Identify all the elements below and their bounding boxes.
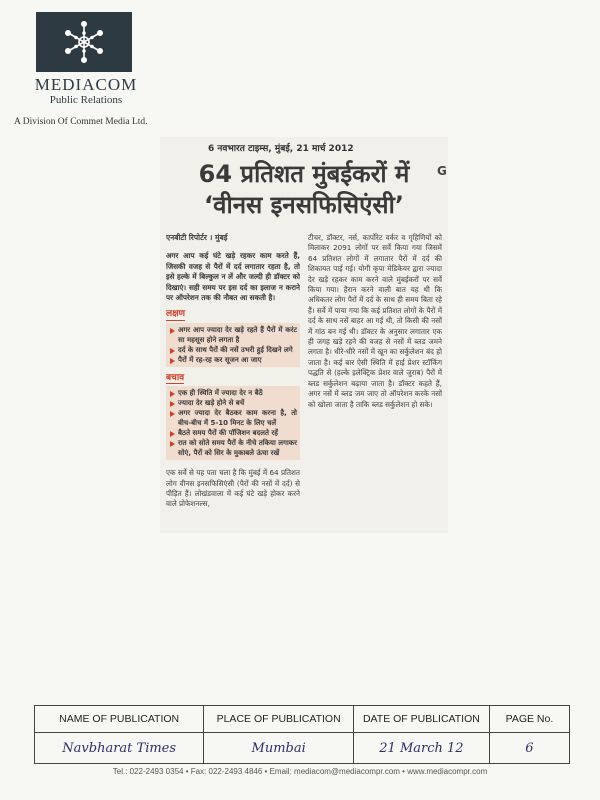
prevention-item: एक ही स्थिति में ज्यादा देर न बैठें — [169, 388, 297, 398]
dateline: 6 नवभारत टाइम्स, मुंबई, 21 मार्च 2012 — [208, 144, 354, 154]
symptom-item: दर्द के साथ पैरों की नसें उभरी हुई दिखने लगे — [169, 345, 297, 355]
headline-line-1: 64 प्रतिशत मुंबईकरों में — [198, 160, 410, 188]
mediacom-logo — [36, 12, 132, 72]
symptom-item: पैरों में रह-रह कर सूजन आ जाए — [169, 355, 297, 365]
lead-paragraph: अगर आप कई घंटे खड़े रहकर काम करते हैं, जिसकी वजह से पैरों में दर्द लगातार रहता है, तो इसे हल्के में बिल्कुल न लें और जल्दी ही डॉक्टर को दिखाएं। सही समय पर इस दर्द का इलाज न कराने पर ऑपरेशन तक की नौबत आ सकती है। — [166, 251, 300, 303]
margin-mark: G — [437, 164, 447, 178]
header-page-no: PAGE No. — [489, 706, 569, 733]
header-date-of-publication: DATE OF PUBLICATION — [353, 706, 489, 733]
contact-footer: Tel.: 022-2493 0354 • Fax: 022-2493 4846 • Email: mediacom@mediacompr.com • www.mediacompr.com — [112, 767, 488, 776]
prevention-item: बैठते समय पैरों की पॉजिशन बदलते रहें — [169, 428, 297, 438]
value-place-of-publication: Mumbai — [204, 733, 354, 764]
publication-details-table — [34, 705, 570, 764]
article-column-right — [308, 233, 442, 529]
table-value-row — [35, 733, 570, 764]
newspaper-clipping — [160, 137, 448, 533]
symptom-item: अगर आप ज्यादा देर खड़े रहते हैं पैरों में करंट सा महसूस होने लगता है — [169, 325, 297, 345]
symptoms-heading: लक्षण — [166, 309, 186, 320]
article-column-left — [166, 233, 300, 529]
symptoms-box — [166, 323, 300, 367]
brand-name: MEDIACOM — [34, 75, 138, 94]
value-name-of-publication: Navbharat Times — [35, 733, 204, 764]
prevention-heading: बचाव — [166, 372, 185, 383]
table-header-row — [35, 706, 570, 733]
prevention-item: ज्यादा देर खड़े होने से बचें — [169, 398, 297, 408]
survey-paragraph: एक सर्वे से यह पता चला है कि मुंबई में 64 प्रतिशत लोग वीनस इनसफिसिएंसी (पैरों की नसों में दर्द) से पीड़ित हैं। लोखंडवाला में कई घंटे खड़े होकर करने वाले प्रोफेशनल्स, — [166, 468, 300, 509]
brand-block — [16, 76, 156, 107]
headline-line-2: ‘वीनस इनसफिसिएंसी’ — [204, 191, 404, 219]
brand-subtitle: Public Relations — [49, 94, 123, 106]
survey-body: टीचर, डॉक्टर, नर्स, कार्पोरेट वर्कर व गृहिणियों को मिलाकर 2091 लोगों पर सर्वे किया गया जिसमें 64 प्रतिशत लोगों में लगातार पैरों में दर्द की शिकायत पाई गई। योगी कृपा मेडिकेयर द्वारा ज्यादा देर खड़े रहकर काम करने वाले मुंबईकरों पर सर्वे किया गया। हैरान करने वाली बात यह थी कि अधिकतर लोग पैरों में दर्द के साथ ही समय बिता रहे हैं। सर्वे में पाया गया कि कई प्रतिशत लोगों के पैरों में दर्द के साथ नसें बाहर आ गई थी, तो किसी की नसों में गांठ बन गई थी। डॉक्टर के अनुसार लगातार एक ही जगह खड़े रहने की वजह से नसों में ब्लड जमने लगता है। धीरे-धीरे नसों में खून का सर्कुलेशन बंद हो जाता है। कई बार ऐसी स्थिति में हाई प्रेशर स्टॉकिंग पद्धति से (हल्के इलेक्ट्रिक प्रेशर वाले जुराब) पैरों में ब्लड सर्कुलेशन बढ़ाया जाता है। डॉक्टर कहते हैं, अगर नसें में ब्लड जम जाए तो ऑपरेशन करके नसों को खोला जाता है ताकि ब्लड सर्कुलेशन हो सके। — [308, 233, 442, 409]
prevention-item: अगर ज्यादा देर बैठकर काम करना है, तो बीच-बीच में 5-10 मिनट के लिए चलें — [169, 408, 297, 428]
header-place-of-publication: PLACE OF PUBLICATION — [204, 706, 354, 733]
headline — [160, 159, 448, 221]
value-page-no: 6 — [489, 733, 569, 764]
byline: एनबीटी रिपोर्टर । मुंबई — [166, 233, 228, 242]
division-text: A Division Of Commet Media Ltd. — [14, 117, 148, 127]
header-name-of-publication: NAME OF PUBLICATION — [35, 706, 204, 733]
snowflake-icon — [61, 19, 107, 65]
prevention-item: रात को सोते समय पैरों के नीचे तकिया लगाकर सोएं, पैरों को सिर के मुकाबले ऊंचा रखें — [169, 438, 297, 458]
value-date-of-publication: 21 March 12 — [353, 733, 489, 764]
prevention-box — [166, 386, 300, 460]
